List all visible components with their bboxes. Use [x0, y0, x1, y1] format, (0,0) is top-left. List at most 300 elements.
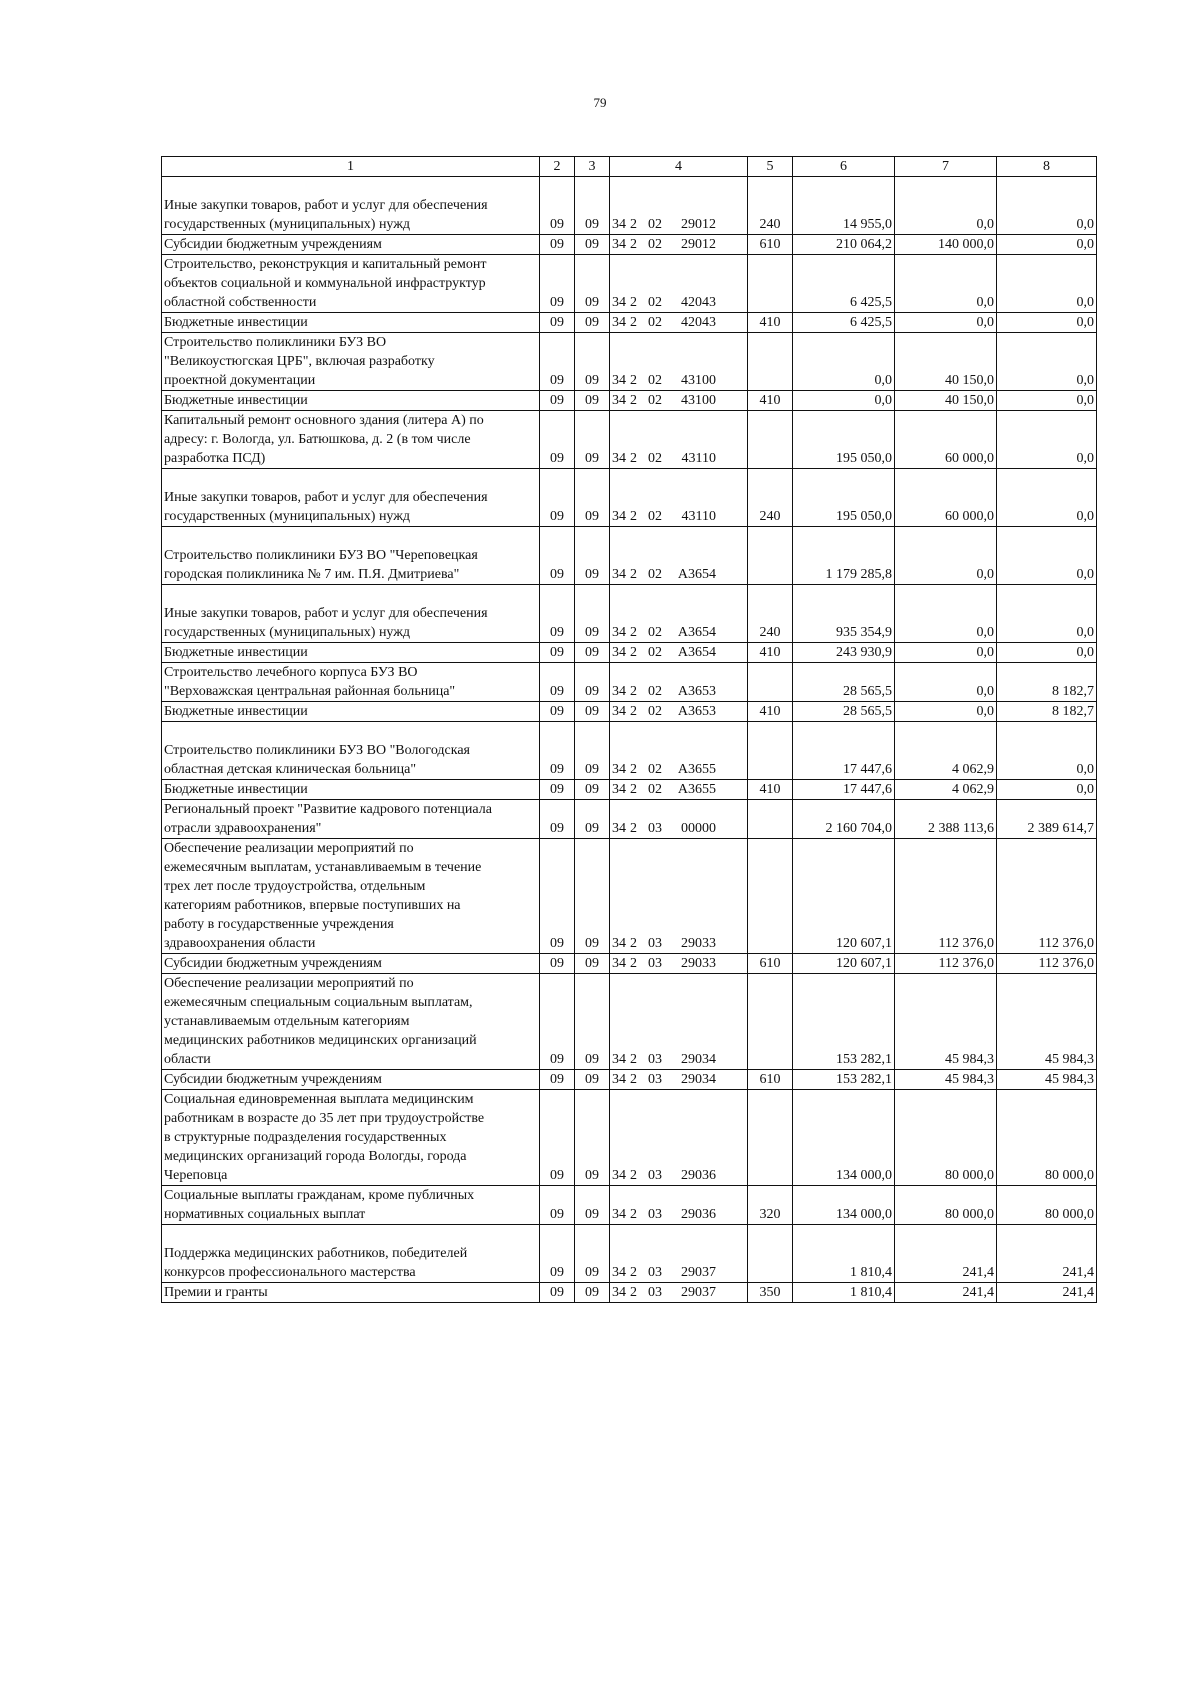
target-article-code: [610, 643, 748, 663]
code-part: 29037: [681, 1285, 716, 1300]
code-part: 02: [648, 645, 662, 660]
table-row: [162, 333, 1097, 391]
target-article-code: [610, 663, 748, 702]
code-part: 2: [630, 704, 637, 719]
code-part: 2: [630, 1285, 637, 1300]
amount-col-8: 0,0: [997, 177, 1097, 235]
amount-col-8: 241,4: [997, 1225, 1097, 1283]
code-part: 02: [648, 217, 662, 232]
row-description: [162, 333, 540, 391]
amount-col-6: 6 425,5: [793, 255, 895, 313]
amount-col-7: 0,0: [895, 527, 997, 585]
subsection-code: 09: [575, 313, 610, 333]
code-part: А3653: [677, 704, 716, 719]
expense-type-code: 320: [748, 1186, 793, 1225]
page-number: 79: [593, 95, 607, 110]
amount-col-6: 935 354,9: [793, 585, 895, 643]
column-header: 2: [540, 157, 575, 177]
code-part: 29034: [681, 1052, 716, 1067]
expense-type-code: 240: [748, 469, 793, 527]
amount-col-7: 45 984,3: [895, 1070, 997, 1090]
code-part: 29036: [681, 1168, 716, 1183]
target-article-code: [610, 722, 748, 780]
code-part: 29012: [681, 217, 716, 232]
target-article-code: [610, 235, 748, 255]
target-article-code: [610, 954, 748, 974]
code-part: 02: [648, 373, 662, 388]
target-article-code: [610, 255, 748, 313]
code-part: 03: [648, 1207, 662, 1222]
row-description: [162, 800, 540, 839]
amount-col-6: 6 425,5: [793, 313, 895, 333]
budget-table: [161, 156, 1097, 1303]
row-description: [162, 411, 540, 469]
subsection-code: 09: [575, 800, 610, 839]
table-row: [162, 391, 1097, 411]
expense-type-code: 240: [748, 177, 793, 235]
target-article-code: [610, 411, 748, 469]
code-part: 2: [630, 217, 637, 232]
expense-type-code: [748, 1225, 793, 1283]
code-part: 2: [630, 956, 637, 971]
amount-col-8: 0,0: [997, 255, 1097, 313]
code-part: 34: [612, 567, 626, 582]
amount-col-7: 80 000,0: [895, 1090, 997, 1186]
description-line: Субсидии бюджетным учреждениям: [164, 1072, 382, 1087]
row-description: [162, 722, 540, 780]
code-part: 03: [648, 1072, 662, 1087]
column-header: 3: [575, 157, 610, 177]
code-part: 29033: [681, 936, 716, 951]
column-header: 8: [997, 157, 1097, 177]
target-article-code: [610, 1090, 748, 1186]
row-description: [162, 469, 540, 527]
table-row: [162, 235, 1097, 255]
row-description: [162, 1283, 540, 1303]
description-line: "Великоустюгская ЦРБ", включая разработку: [164, 354, 435, 369]
code-part: 2: [630, 936, 637, 951]
table-row: [162, 527, 1097, 585]
description-line: медицинских работников медицинских организаций: [164, 1033, 477, 1048]
subsection-code: 09: [575, 1225, 610, 1283]
code-part: 42043: [681, 295, 716, 310]
code-part: 43100: [681, 393, 716, 408]
amount-col-7: 40 150,0: [895, 333, 997, 391]
code-part: 03: [648, 1285, 662, 1300]
code-part: 02: [648, 567, 662, 582]
target-article-code: [610, 177, 748, 235]
code-part: 2: [630, 821, 637, 836]
description-line: Иные закупки товаров, работ и услуг для обеспечения: [164, 606, 488, 621]
column-header: 6: [793, 157, 895, 177]
column-header: 5: [748, 157, 793, 177]
code-part: 2: [630, 373, 637, 388]
row-description: [162, 1070, 540, 1090]
amount-col-7: 4 062,9: [895, 780, 997, 800]
section-code: 09: [540, 1225, 575, 1283]
row-description: [162, 954, 540, 974]
expense-type-code: [748, 411, 793, 469]
code-part: 02: [648, 451, 662, 466]
table-row: [162, 1090, 1097, 1186]
code-part: 2: [630, 451, 637, 466]
target-article-code: [610, 1225, 748, 1283]
description-line: разработка ПСД): [164, 451, 266, 466]
description-line: Обеспечение реализации мероприятий по: [164, 841, 414, 856]
description-line: области: [164, 1052, 211, 1067]
code-part: 2: [630, 1207, 637, 1222]
description-line: областной собственности: [164, 295, 317, 310]
code-part: 02: [648, 237, 662, 252]
section-code: 09: [540, 235, 575, 255]
code-part: 34: [612, 237, 626, 252]
code-part: 34: [612, 1265, 626, 1280]
amount-col-7: 40 150,0: [895, 391, 997, 411]
amount-col-8: 0,0: [997, 411, 1097, 469]
code-part: 2: [630, 645, 637, 660]
code-part: 34: [612, 625, 626, 640]
amount-col-8: 8 182,7: [997, 663, 1097, 702]
row-description: [162, 702, 540, 722]
amount-col-8: 80 000,0: [997, 1186, 1097, 1225]
section-code: 09: [540, 177, 575, 235]
subsection-code: 09: [575, 1070, 610, 1090]
amount-col-8: 80 000,0: [997, 1090, 1097, 1186]
subsection-code: 09: [575, 469, 610, 527]
code-part: 03: [648, 1052, 662, 1067]
code-part: А3654: [677, 567, 716, 582]
code-part: 34: [612, 509, 626, 524]
target-article-code: [610, 702, 748, 722]
table-row: [162, 663, 1097, 702]
expense-type-code: 410: [748, 313, 793, 333]
description-line: Бюджетные инвестиции: [164, 782, 308, 797]
description-line: Бюджетные инвестиции: [164, 704, 308, 719]
amount-col-7: 45 984,3: [895, 974, 997, 1070]
code-part: 03: [648, 936, 662, 951]
code-part: 34: [612, 821, 626, 836]
code-part: 34: [612, 1168, 626, 1183]
code-part: 2: [630, 1265, 637, 1280]
table-row: [162, 411, 1097, 469]
description-line: Иные закупки товаров, работ и услуг для обеспечения: [164, 198, 488, 213]
code-part: 34: [612, 704, 626, 719]
amount-col-7: 0,0: [895, 313, 997, 333]
row-description: [162, 585, 540, 643]
code-part: 2: [630, 295, 637, 310]
amount-col-8: 0,0: [997, 780, 1097, 800]
amount-col-8: 45 984,3: [997, 974, 1097, 1070]
target-article-code: [610, 974, 748, 1070]
code-part: 43110: [681, 509, 716, 524]
code-part: 02: [648, 625, 662, 640]
table-row: [162, 974, 1097, 1070]
amount-col-6: 210 064,2: [793, 235, 895, 255]
target-article-code: [610, 1283, 748, 1303]
amount-col-8: 0,0: [997, 313, 1097, 333]
description-line: государственных (муниципальных) нужд: [164, 625, 411, 640]
code-part: 2: [630, 1072, 637, 1087]
code-part: 34: [612, 645, 626, 660]
code-part: 2: [630, 509, 637, 524]
code-part: 2: [630, 1052, 637, 1067]
amount-col-6: 0,0: [793, 391, 895, 411]
description-line: ежемесячным специальным социальным выплатам,: [164, 995, 473, 1010]
description-line: Строительство поликлиники БУЗ ВО "Череповецкая: [164, 548, 478, 563]
description-line: отрасли здравоохранения": [164, 821, 322, 836]
amount-col-8: 8 182,7: [997, 702, 1097, 722]
description-line: медицинских организаций города Вологды, города: [164, 1149, 467, 1164]
amount-col-7: 60 000,0: [895, 469, 997, 527]
amount-col-6: 1 810,4: [793, 1225, 895, 1283]
code-part: 34: [612, 936, 626, 951]
section-code: 09: [540, 313, 575, 333]
code-part: А3653: [677, 684, 716, 699]
code-part: 34: [612, 451, 626, 466]
subsection-code: 09: [575, 1186, 610, 1225]
section-code: 09: [540, 800, 575, 839]
subsection-code: 09: [575, 702, 610, 722]
section-code: 09: [540, 255, 575, 313]
row-description: [162, 1090, 540, 1186]
expense-type-code: [748, 255, 793, 313]
amount-col-8: 45 984,3: [997, 1070, 1097, 1090]
section-code: 09: [540, 722, 575, 780]
description-line: устанавливаемым отдельным категориям: [164, 1014, 410, 1029]
section-code: 09: [540, 527, 575, 585]
code-part: 2: [630, 625, 637, 640]
table-row: [162, 702, 1097, 722]
amount-col-7: 0,0: [895, 643, 997, 663]
amount-col-6: 243 930,9: [793, 643, 895, 663]
code-part: 29034: [681, 1072, 716, 1087]
target-article-code: [610, 1070, 748, 1090]
row-description: [162, 391, 540, 411]
code-part: 34: [612, 1207, 626, 1222]
expense-type-code: [748, 800, 793, 839]
code-part: 02: [648, 762, 662, 777]
section-code: 09: [540, 1090, 575, 1186]
code-part: 02: [648, 509, 662, 524]
subsection-code: 09: [575, 1090, 610, 1186]
subsection-code: 09: [575, 663, 610, 702]
amount-col-7: 0,0: [895, 663, 997, 702]
code-part: 34: [612, 315, 626, 330]
amount-col-8: 0,0: [997, 235, 1097, 255]
code-part: 34: [612, 1072, 626, 1087]
section-code: 09: [540, 663, 575, 702]
row-description: [162, 643, 540, 663]
row-description: [162, 663, 540, 702]
code-part: 43110: [681, 451, 716, 466]
row-description: [162, 974, 540, 1070]
amount-col-7: 140 000,0: [895, 235, 997, 255]
description-line: Премии и гранты: [164, 1285, 268, 1300]
code-part: 02: [648, 295, 662, 310]
section-code: 09: [540, 702, 575, 722]
description-line: областная детская клиническая больница": [164, 762, 417, 777]
code-part: 34: [612, 217, 626, 232]
table-row: [162, 954, 1097, 974]
description-line: Иные закупки товаров, работ и услуг для обеспечения: [164, 490, 488, 505]
code-part: 34: [612, 762, 626, 777]
code-part: 2: [630, 393, 637, 408]
code-part: 2: [630, 315, 637, 330]
subsection-code: 09: [575, 839, 610, 954]
subsection-code: 09: [575, 722, 610, 780]
amount-col-7: 4 062,9: [895, 722, 997, 780]
code-part: 34: [612, 1052, 626, 1067]
column-number-row: [162, 157, 1097, 177]
target-article-code: [610, 527, 748, 585]
code-part: 2: [630, 782, 637, 797]
description-line: Капитальный ремонт основного здания (литера А) по: [164, 413, 484, 428]
table-row: [162, 585, 1097, 643]
amount-col-6: 134 000,0: [793, 1090, 895, 1186]
table-row: [162, 780, 1097, 800]
amount-col-6: 195 050,0: [793, 411, 895, 469]
amount-col-8: 112 376,0: [997, 954, 1097, 974]
code-part: А3655: [677, 782, 716, 797]
subsection-code: 09: [575, 643, 610, 663]
code-part: 42043: [681, 315, 716, 330]
code-part: 02: [648, 704, 662, 719]
code-part: 2: [630, 1168, 637, 1183]
table-row: [162, 469, 1097, 527]
subsection-code: 09: [575, 954, 610, 974]
amount-col-7: 60 000,0: [895, 411, 997, 469]
amount-col-6: 1 179 285,8: [793, 527, 895, 585]
code-part: 03: [648, 821, 662, 836]
expense-type-code: [748, 333, 793, 391]
code-part: 34: [612, 1285, 626, 1300]
amount-col-6: 14 955,0: [793, 177, 895, 235]
row-description: [162, 1225, 540, 1283]
amount-col-8: 241,4: [997, 1283, 1097, 1303]
section-code: 09: [540, 954, 575, 974]
amount-col-6: 0,0: [793, 333, 895, 391]
amount-col-8: 0,0: [997, 391, 1097, 411]
target-article-code: [610, 313, 748, 333]
expense-type-code: 610: [748, 1070, 793, 1090]
code-part: 34: [612, 373, 626, 388]
code-part: А3655: [677, 762, 716, 777]
subsection-code: 09: [575, 255, 610, 313]
target-article-code: [610, 780, 748, 800]
target-article-code: [610, 800, 748, 839]
expense-type-code: 410: [748, 391, 793, 411]
row-description: [162, 527, 540, 585]
amount-col-6: 1 810,4: [793, 1283, 895, 1303]
code-part: 03: [648, 956, 662, 971]
amount-col-6: 120 607,1: [793, 954, 895, 974]
table-row: [162, 800, 1097, 839]
description-line: государственных (муниципальных) нужд: [164, 509, 411, 524]
code-part: 02: [648, 684, 662, 699]
section-code: 09: [540, 333, 575, 391]
expense-type-code: [748, 839, 793, 954]
amount-col-7: 2 388 113,6: [895, 800, 997, 839]
description-line: Строительство поликлиники БУЗ ВО: [164, 335, 387, 350]
amount-col-6: 2 160 704,0: [793, 800, 895, 839]
amount-col-8: 0,0: [997, 585, 1097, 643]
code-part: 00000: [681, 821, 716, 836]
row-description: [162, 839, 540, 954]
code-part: 34: [612, 393, 626, 408]
code-part: 2: [630, 237, 637, 252]
amount-col-8: 112 376,0: [997, 839, 1097, 954]
code-part: 29033: [681, 956, 716, 971]
code-part: 02: [648, 315, 662, 330]
column-header: 4: [610, 157, 748, 177]
amount-col-7: 112 376,0: [895, 839, 997, 954]
code-part: 02: [648, 782, 662, 797]
subsection-code: 09: [575, 974, 610, 1070]
description-line: здравоохранения области: [164, 936, 316, 951]
code-part: 34: [612, 295, 626, 310]
amount-col-6: 153 282,1: [793, 974, 895, 1070]
code-part: 2: [630, 684, 637, 699]
description-line: Бюджетные инвестиции: [164, 645, 308, 660]
subsection-code: 09: [575, 585, 610, 643]
target-article-code: [610, 391, 748, 411]
description-line: Обеспечение реализации мероприятий по: [164, 976, 414, 991]
description-line: работникам в возрасте до 35 лет при трудоустройстве: [164, 1111, 485, 1126]
table-row: [162, 1070, 1097, 1090]
table-row: [162, 1225, 1097, 1283]
description-line: Социальная единовременная выплата медицинским: [164, 1092, 474, 1107]
target-article-code: [610, 469, 748, 527]
amount-col-6: 17 447,6: [793, 722, 895, 780]
table-row: [162, 839, 1097, 954]
amount-col-6: 28 565,5: [793, 663, 895, 702]
table-row: [162, 1283, 1097, 1303]
amount-col-7: 0,0: [895, 255, 997, 313]
section-code: 09: [540, 643, 575, 663]
section-code: 09: [540, 469, 575, 527]
description-line: Бюджетные инвестиции: [164, 393, 308, 408]
description-line: Социальные выплаты гражданам, кроме публичных: [164, 1188, 475, 1203]
expense-type-code: [748, 663, 793, 702]
description-line: Региональный проект "Развитие кадрового потенциала: [164, 802, 492, 817]
table-row: [162, 313, 1097, 333]
table-row: [162, 177, 1097, 235]
amount-col-6: 120 607,1: [793, 839, 895, 954]
section-code: 09: [540, 585, 575, 643]
amount-col-6: 17 447,6: [793, 780, 895, 800]
amount-col-8: 0,0: [997, 333, 1097, 391]
row-description: [162, 780, 540, 800]
subsection-code: 09: [575, 1283, 610, 1303]
expense-type-code: [748, 527, 793, 585]
table-row: [162, 643, 1097, 663]
code-part: А3654: [677, 645, 716, 660]
description-line: конкурсов профессионального мастерства: [164, 1265, 416, 1280]
code-part: 34: [612, 956, 626, 971]
target-article-code: [610, 585, 748, 643]
table-body: [162, 177, 1097, 1303]
code-part: 34: [612, 684, 626, 699]
expense-type-code: 410: [748, 643, 793, 663]
expense-type-code: [748, 974, 793, 1070]
subsection-code: 09: [575, 177, 610, 235]
row-description: [162, 1186, 540, 1225]
target-article-code: [610, 333, 748, 391]
description-line: Череповца: [164, 1168, 228, 1183]
section-code: 09: [540, 839, 575, 954]
description-line: ежемесячным выплатам, устанавливаемым в течение: [164, 860, 482, 875]
description-line: проектной документации: [164, 373, 316, 388]
